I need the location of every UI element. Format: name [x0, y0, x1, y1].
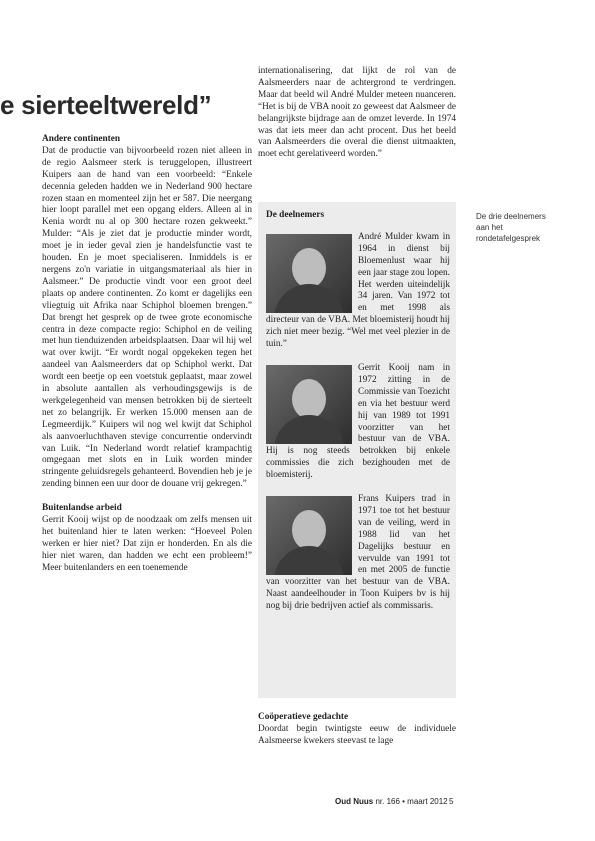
issue-info: nr. 166 • maart 2012	[375, 797, 448, 806]
article-title: e sierteeltwereld”	[0, 90, 212, 120]
participant-text: Gerrit Kooij nam in 1972 zitting in de Commissie van Toezicht en via het bestuur werd hij van 1989 tot 1991 voorzitter van het bestuur van de VBA. Hij is nog steeds betrokken bij enkele commissies die zich bezighouden met de bloemisterij.	[266, 362, 450, 481]
participant-kooij	[266, 363, 450, 482]
participant-mulder	[266, 232, 450, 351]
section-heading-andere-continenten: Andere continenten	[42, 134, 121, 144]
photo-caption: De drie deelnemers aan het rondetafelgesprek	[476, 212, 546, 243]
participant-text: Frans Kuipers trad in 1971 toe tot het bestuur van de veiling, werd in 1988 lid van het Dagelijks bestuur en vervulde van 1991 tot en met 2005 de functie van voorzitter van het bestuur van de VBA. Naast aandeelhouder in Toon Kuipers bv is hij nog bij drie bedrijven actief als commissaris.	[266, 494, 450, 612]
participants-box	[258, 202, 456, 698]
section-heading-cooperatieve: Coöperatieve gedachte	[258, 712, 349, 722]
portrait-photo-kooij	[266, 365, 352, 444]
publication-name: Oud Nuus	[335, 797, 374, 806]
section-text-andere-continenten: Dat de productie van bijvoorbeeld rozen niet alleen in de regio Aalsmeer sterk is teruggelopen, illustreert Kuipers aan de hand van een voorbeeld: “Enkele decennia geleden hadden we in Nederland 900 hectare rozen staan en momenteel zijn het er 587. Die neergang hier loopt parallel met een opgang elders. Alleen al in Kenia wordt nu al op 300 hectare rozen gekweekt.” Mulder: “Als je ziet dat je productie minder wordt, moet je in ieder geval zien je handelsfunctie vast te houden. En je moet specialiseren. Inmiddels is er nergens zo'n variatie in uitgangsmateriaal als hier in Aalsmeer.” De productie vindt voor een groot deel plaats op andere continenten. Zo komt er dagelijks een vliegtuig uit Afrika naar Schiphol bloemen brengen.” Dat brengt het gesprek op de twee grote economische centra in deze compacte regio: Schiphol en de veiling met hun tienduizenden arbeidsplaatsen. Daar wil hij wel wat over kwijt. “Er wordt nogal opgekeken tegen het aandeel van Aalsmeerders dat op Schiphol werkt. Dat wordt een beetje op een voetstuk geplaatst, maar zowel in absolute aantallen als verhoudingsgewijs is de werkgelegenheid van mensen betrokken bij de sierteelt net zo belangrijk. Er werken 15.000 mensen aan de Legmeerdijk.” Kuipers wil nog wel kwijt dat Schiphol als aanvoerluchthaven stevige concurrentie ondervindt van Luik. “In Nederland wordt relatief krampachtig omgegaan met slots en in Luik worden minder stringente geluidsregels gehanteerd. Bovendien heb je je zending binnen een uur door de douane vrij gekregen.”	[42, 145, 252, 490]
section-text-buitenlandse-arbeid: Gerrit Kooij wijst op de noodzaak om zelfs mensen uit het buitenland hier te laten werken: “Hoeveel Polen werken er hier niet? Dat zijn er honderden. En als die hier niet waren, dan hadden we echt een probleem!” Meer buitenlanders en een toenemende	[42, 515, 252, 573]
participant-text: André Mulder kwam in 1964 in dienst bij Bloemenlust waar hij een jaar stage zou lopen. Het werden uiteindelijk 34 jaren. Van 1972 tot en met 1998 als directeur van de VBA. Met bloemisterij houdt hij zich niet meer bezig. “Wel met veel plezier in de tuin.”	[266, 231, 450, 350]
intro-text: internationalisering, dat lijkt de rol van de Aalsmeerders naar de achtergrond te verdringen. Maar dat beeld wil André Mulder meteen nuanceren. “Het is bij de VBA nooit zo geweest dat Aalsmeer de belangrijkste bijdrage aan de omzet leverde. In 1974 was dat iets meer dan acht procent. Dus het beeld van Aalsmeerders die overal die dienst uitmaakten, moet echt gerelativeerd worden.”	[258, 66, 456, 160]
cooperative-section	[258, 712, 456, 748]
left-column	[42, 134, 252, 575]
right-column-intro	[258, 66, 456, 161]
section-heading-buitenlandse-arbeid: Buitenlandse arbeid	[42, 503, 122, 514]
page-number: 5	[449, 797, 454, 806]
page-footer	[335, 797, 448, 806]
section-text-cooperatieve: Doordat begin twintigste eeuw de individuele Aalsmeerse kwekers steevast te lage	[258, 723, 456, 746]
participants-heading: De deelnemers	[266, 210, 325, 220]
portrait-photo-mulder	[266, 234, 352, 313]
portrait-photo-kuipers	[266, 496, 352, 575]
participant-kuipers	[266, 494, 450, 613]
